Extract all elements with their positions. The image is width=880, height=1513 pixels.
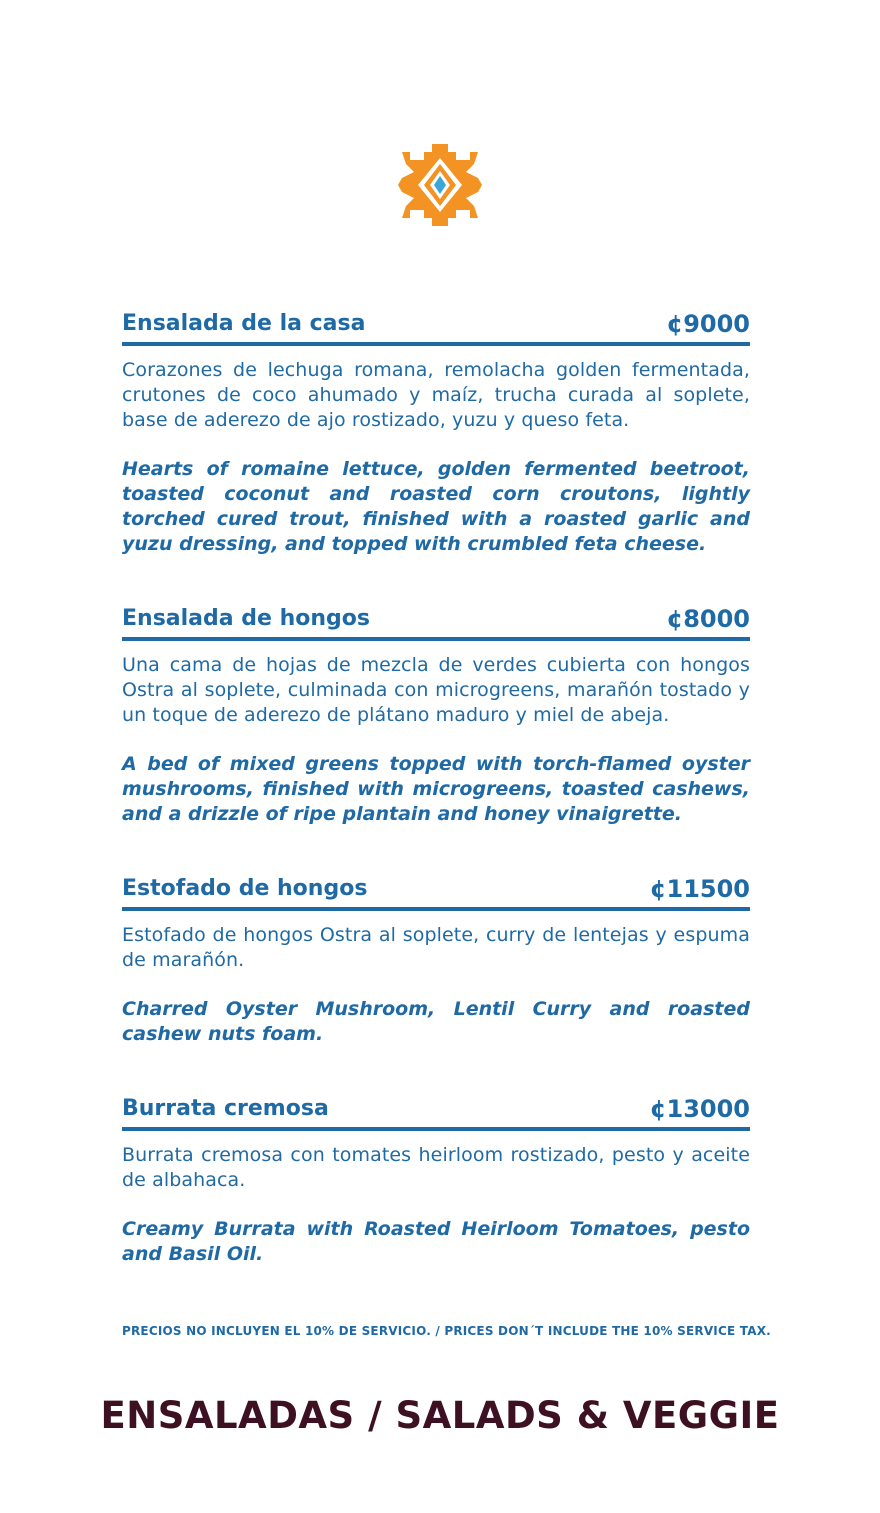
menu-item-description-es: Una cama de hojas de mezcla de verdes cubierta con hongos Ostra al soplete, culminada con microgreens, marañón tostado y un toque de aderezo de plátano maduro y miel de abeja. bbox=[122, 654, 750, 726]
section-title: ENSALADAS / SALADS & VEGGIE bbox=[100, 1394, 780, 1437]
menu-item-header bbox=[122, 875, 750, 911]
menu-item-name: Ensalada de hongos bbox=[122, 606, 370, 631]
menu-item-header bbox=[122, 605, 750, 641]
menu-item bbox=[122, 310, 750, 557]
menu-item-description-en: Hearts of romaine lettuce, golden fermented beetroot, toasted coconut and roasted corn croutons, lightly torched cured trout, finished with a roasted garlic and yuzu dressing, and topped with crumbled feta cheese. bbox=[122, 458, 750, 555]
menu-item bbox=[122, 605, 750, 827]
menu-item-description-en: A bed of mixed greens topped with torch-flamed oyster mushrooms, finished with microgreens, toasted cashews, and a drizzle of ripe plantain and honey vinaigrette. bbox=[122, 753, 750, 825]
menu-item-price: ¢13000 bbox=[649, 1095, 750, 1123]
service-tax-note: PRECIOS NO INCLUYEN EL 10% DE SERVICIO. / PRICES DON´T INCLUDE THE 10% SERVICE TAX. bbox=[122, 1324, 771, 1338]
menu-item-description-es: Corazones de lechuga romana, remolacha golden fermentada, crutones de coco ahumado y maíz, trucha curada al soplete, base de aderezo de ajo rostizado, yuzu y queso feta. bbox=[122, 359, 750, 431]
menu-item-price: ¢8000 bbox=[666, 605, 750, 633]
menu-list bbox=[122, 310, 750, 1267]
menu-item-name: Ensalada de la casa bbox=[122, 311, 366, 336]
menu-item-description-en: Charred Oyster Mushroom, Lentil Curry and roasted cashew nuts foam. bbox=[122, 998, 750, 1045]
menu-item-price: ¢11500 bbox=[649, 875, 750, 903]
menu-item-name: Estofado de hongos bbox=[122, 876, 368, 901]
menu-item bbox=[122, 875, 750, 1047]
menu-item-description-en: Creamy Burrata with Roasted Heirloom Tomatoes, pesto and Basil Oil. bbox=[122, 1218, 750, 1265]
diamond-pattern-logo-icon bbox=[398, 144, 482, 226]
menu-item-description-es: Estofado de hongos Ostra al soplete, curry de lentejas y espuma de marañón. bbox=[122, 924, 750, 971]
menu-item-name: Burrata cremosa bbox=[122, 1096, 329, 1121]
menu-item-header bbox=[122, 1095, 750, 1131]
menu-item bbox=[122, 1095, 750, 1267]
menu-item-header bbox=[122, 310, 750, 346]
menu-item-price: ¢9000 bbox=[666, 310, 750, 338]
menu-item-description-es: Burrata cremosa con tomates heirloom rostizado, pesto y aceite de albahaca. bbox=[122, 1144, 750, 1191]
